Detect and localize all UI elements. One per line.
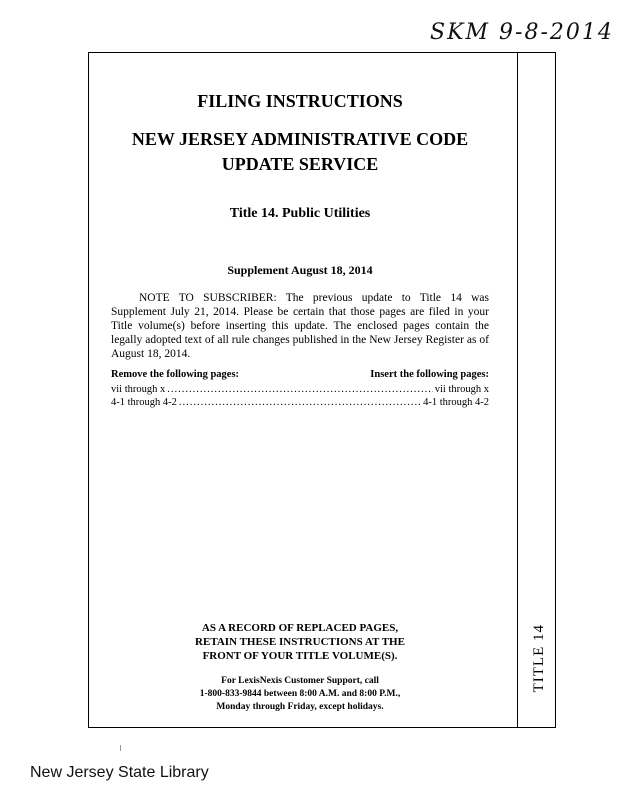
subheading-line-1: NEW JERSEY ADMINISTRATIVE CODE [131, 129, 469, 149]
title-name: Title 14. Public Utilities [229, 206, 371, 221]
spine-tab [517, 53, 555, 727]
remove-range: vii through x [111, 384, 166, 395]
remove-pages-header: Remove the following pages: [111, 369, 240, 380]
subheading-line-2: UPDATE SERVICE [221, 154, 379, 174]
filing-instructions-heading: FILING INSTRUCTIONS [197, 91, 403, 111]
support-line-1: For LexisNexis Customer Support, call [221, 676, 379, 686]
code-update-service-heading [111, 127, 489, 177]
record-line-1: AS A RECORD OF REPLACED PAGES, [201, 622, 399, 634]
insert-range: 4-1 through 4-2 [423, 397, 489, 408]
insert-pages-header: Insert the following pages: [370, 369, 489, 380]
note-to-subscriber: NOTE TO SUBSCRIBER: The previous update to Title 14 was Supplement July 21, 2014. Please be certain that those pages are filed in your Title volume(s) before inserting this update. The enclosed pages contain the legally adopted text of all rule changes published in the New Jersey Register as of August 18, 2014. [111, 292, 489, 360]
leader-dots [167, 384, 433, 395]
leader-dots [179, 397, 421, 408]
support-line-3: Monday through Friday, except holidays. [216, 702, 384, 712]
remove-range: 4-1 through 4-2 [111, 397, 177, 408]
insert-range: vii through x [434, 384, 489, 395]
record-retention-notice [111, 621, 489, 663]
page-instructions-header [111, 369, 489, 383]
record-line-2: RETAIN THESE INSTRUCTIONS AT THE [195, 636, 405, 648]
record-line-3: FRONT OF YOUR TITLE VOLUME(S). [202, 650, 398, 662]
page-instruction-row [111, 397, 489, 410]
supplement-date: Supplement August 18, 2014 [227, 263, 373, 277]
instruction-sheet [88, 52, 556, 728]
page-instruction-row [111, 384, 489, 397]
handwritten-initials-date: SKM 9-8-2014 [430, 20, 614, 45]
scan-mark [120, 745, 121, 751]
customer-support-info [111, 675, 489, 714]
library-stamp: New Jersey State Library [30, 764, 209, 781]
support-line-2: 1-800-833-9844 between 8:00 A.M. and 8:00 P.M., [199, 689, 401, 699]
spine-title-label: TITLE 14 [531, 623, 547, 692]
